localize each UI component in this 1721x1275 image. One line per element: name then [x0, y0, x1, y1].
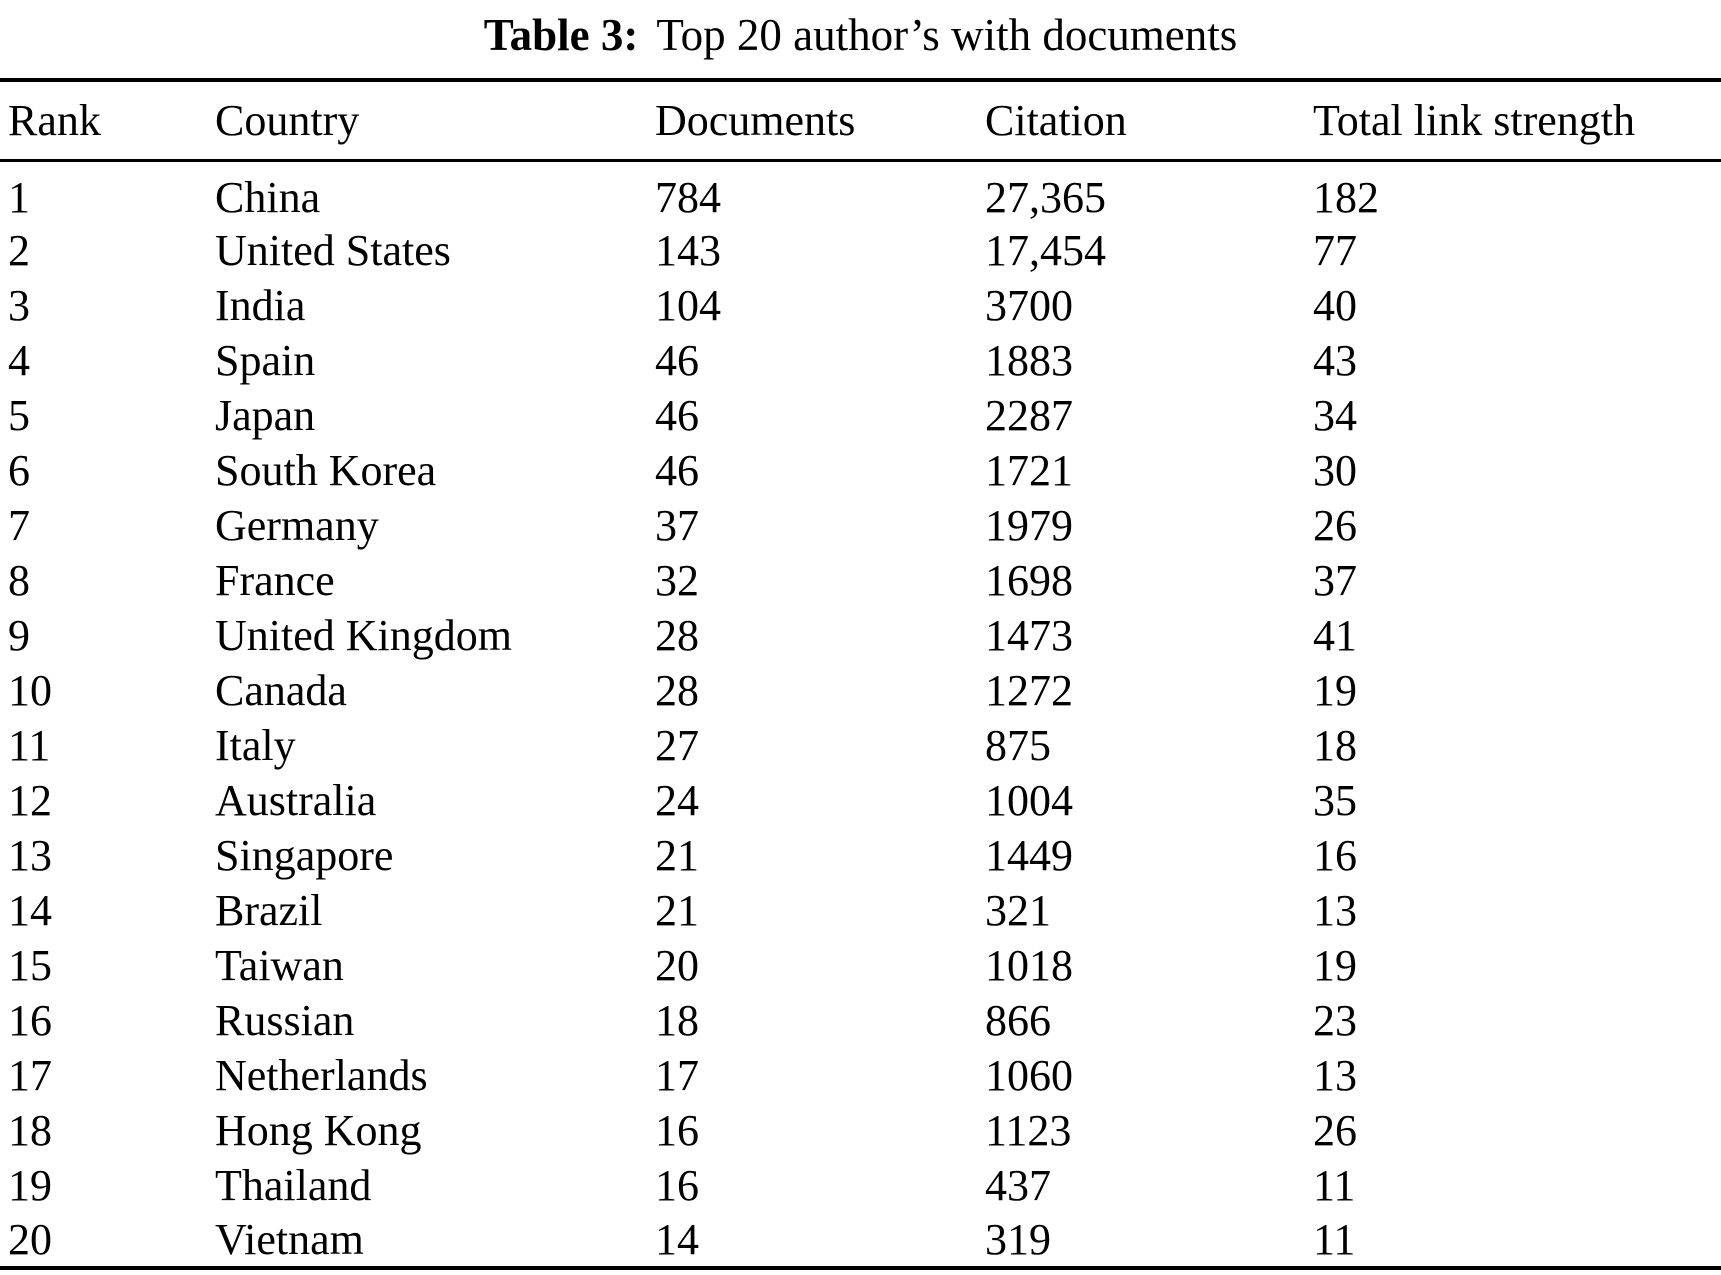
cell-citation: 17,454 [985, 225, 1106, 275]
cell-total-link-strength: 23 [1313, 995, 1357, 1045]
cell-documents: 14 [655, 1214, 699, 1264]
cell-rank: 18 [8, 1105, 52, 1155]
cell-documents: 32 [655, 555, 699, 605]
cell-citation: 1018 [985, 940, 1073, 990]
table-body [0, 160, 1721, 1268]
cell-documents: 24 [655, 775, 699, 825]
table-row [0, 388, 1721, 443]
cell-country: United Kingdom [215, 610, 512, 660]
cell-country: Germany [215, 500, 379, 550]
cell-total-link-strength: 19 [1313, 665, 1357, 715]
table-row [0, 993, 1721, 1048]
cell-total-link-strength: 40 [1313, 280, 1357, 330]
cell-rank: 9 [8, 610, 30, 660]
cell-citation: 1979 [985, 500, 1073, 550]
cell-documents: 46 [655, 390, 699, 440]
cell-country: China [215, 172, 321, 222]
cell-documents: 28 [655, 665, 699, 715]
cell-citation: 1473 [985, 610, 1073, 660]
cell-total-link-strength: 43 [1313, 335, 1357, 385]
table-row [0, 828, 1721, 883]
cell-rank: 3 [8, 280, 30, 330]
cell-country: Brazil [215, 885, 323, 935]
cell-citation: 1883 [985, 335, 1073, 385]
cell-country: Russian [215, 995, 355, 1045]
cell-total-link-strength: 18 [1313, 720, 1357, 770]
cell-citation: 437 [985, 1160, 1051, 1210]
table-row [0, 1103, 1721, 1158]
cell-citation: 3700 [985, 280, 1073, 330]
cell-country: France [215, 555, 335, 605]
cell-total-link-strength: 77 [1313, 225, 1357, 275]
cell-citation: 1060 [985, 1050, 1073, 1100]
cell-rank: 1 [8, 172, 30, 222]
table-header [0, 80, 1721, 160]
cell-country: India [215, 280, 306, 330]
table-caption-title: Top 20 author’s with documents [656, 10, 1238, 60]
cell-total-link-strength: 11 [1313, 1214, 1356, 1264]
cell-rank: 8 [8, 555, 30, 605]
cell-documents: 17 [655, 1050, 699, 1100]
cell-country: Australia [215, 775, 377, 825]
table-row [0, 223, 1721, 278]
column-header-country: Country [215, 95, 360, 145]
table-row [0, 883, 1721, 938]
table-row [0, 333, 1721, 388]
header-row [0, 80, 1721, 160]
cell-country: Canada [215, 665, 347, 715]
column-header-documents: Documents [655, 95, 856, 145]
table-row [0, 443, 1721, 498]
cell-country: Thailand [215, 1160, 372, 1210]
cell-documents: 784 [655, 172, 721, 222]
cell-citation: 1272 [985, 665, 1073, 715]
cell-citation: 1698 [985, 555, 1073, 605]
table-row [0, 1048, 1721, 1103]
cell-documents: 37 [655, 500, 699, 550]
cell-rank: 14 [8, 885, 52, 935]
table-row [0, 663, 1721, 718]
cell-country: South Korea [215, 445, 437, 495]
cell-citation: 2287 [985, 390, 1073, 440]
cell-documents: 16 [655, 1105, 699, 1155]
cell-rank: 20 [8, 1214, 52, 1264]
cell-documents: 16 [655, 1160, 699, 1210]
cell-total-link-strength: 26 [1313, 1105, 1357, 1155]
cell-documents: 46 [655, 335, 699, 385]
cell-documents: 18 [655, 995, 699, 1045]
cell-rank: 2 [8, 225, 30, 275]
cell-citation: 875 [985, 720, 1051, 770]
cell-citation: 27,365 [985, 172, 1106, 222]
top-authors-table [0, 78, 1721, 1270]
cell-rank: 12 [8, 775, 52, 825]
table-row [0, 718, 1721, 773]
table-caption [0, 0, 1721, 78]
column-header-rank: Rank [8, 95, 101, 145]
cell-documents: 27 [655, 720, 699, 770]
cell-rank: 6 [8, 445, 30, 495]
cell-country: Spain [215, 335, 316, 385]
cell-total-link-strength: 19 [1313, 940, 1357, 990]
cell-documents: 20 [655, 940, 699, 990]
cell-citation: 1123 [985, 1105, 1072, 1155]
cell-total-link-strength: 41 [1313, 610, 1357, 660]
cell-country: Italy [215, 720, 296, 770]
cell-citation: 1004 [985, 775, 1073, 825]
cell-citation: 1449 [985, 830, 1073, 880]
cell-total-link-strength: 11 [1313, 1160, 1356, 1210]
cell-documents: 21 [655, 830, 699, 880]
table-row [0, 278, 1721, 333]
cell-citation: 1721 [985, 445, 1073, 495]
cell-country: Japan [215, 390, 316, 440]
cell-rank: 7 [8, 500, 30, 550]
cell-country: Taiwan [215, 940, 344, 990]
cell-documents: 21 [655, 885, 699, 935]
cell-documents: 143 [655, 225, 721, 275]
cell-documents: 104 [655, 280, 721, 330]
cell-rank: 16 [8, 995, 52, 1045]
cell-rank: 4 [8, 335, 30, 385]
cell-total-link-strength: 182 [1313, 172, 1379, 222]
cell-citation: 321 [985, 885, 1051, 935]
cell-documents: 46 [655, 445, 699, 495]
table-row [0, 160, 1721, 223]
table-caption-label: Table 3: [483, 10, 639, 60]
cell-citation: 866 [985, 995, 1051, 1045]
cell-total-link-strength: 30 [1313, 445, 1357, 495]
cell-country: United States [215, 225, 451, 275]
cell-total-link-strength: 34 [1313, 390, 1357, 440]
table-row [0, 553, 1721, 608]
table-row [0, 938, 1721, 993]
cell-rank: 19 [8, 1160, 52, 1210]
cell-total-link-strength: 13 [1313, 885, 1357, 935]
cell-rank: 11 [8, 720, 51, 770]
cell-total-link-strength: 35 [1313, 775, 1357, 825]
cell-total-link-strength: 37 [1313, 555, 1357, 605]
cell-country: Netherlands [215, 1050, 428, 1100]
table-row [0, 498, 1721, 553]
cell-citation: 319 [985, 1214, 1051, 1264]
table-row [0, 1213, 1721, 1268]
cell-country: Vietnam [215, 1214, 364, 1264]
cell-total-link-strength: 16 [1313, 830, 1357, 880]
cell-country: Hong Kong [215, 1105, 422, 1155]
table-row [0, 1158, 1721, 1213]
column-header-total-link-strength: Total link strength [1313, 95, 1635, 145]
table-row [0, 773, 1721, 828]
cell-country: Singapore [215, 830, 394, 880]
cell-total-link-strength: 26 [1313, 500, 1357, 550]
cell-total-link-strength: 13 [1313, 1050, 1357, 1100]
cell-rank: 5 [8, 390, 30, 440]
column-header-citation: Citation [985, 95, 1127, 145]
cell-rank: 10 [8, 665, 52, 715]
table-row [0, 608, 1721, 663]
cell-rank: 17 [8, 1050, 52, 1100]
cell-rank: 15 [8, 940, 52, 990]
cell-rank: 13 [8, 830, 52, 880]
cell-documents: 28 [655, 610, 699, 660]
